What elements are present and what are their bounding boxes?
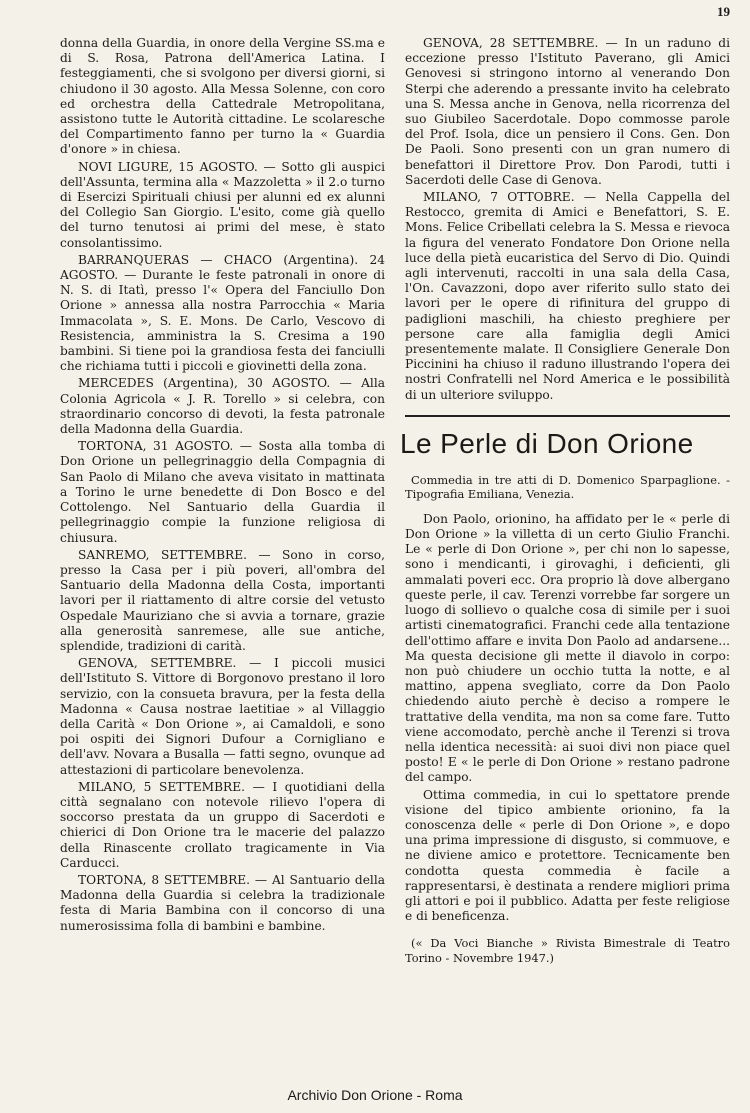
article-paragraph: Ottima commedia, in cui lo spettatore prende visione del tipico ambiente orionino, fa la conoscenza delle « perle di Don Orione », e dopo una prima impressione di disgusto, si commuove, e ne diviene amico e protettore. Tecnicamente ben condotta questa commedia è facile a rappresentarsi, è destinata a rendere migliori prima gli attori e poi il pubblico. Adatta per feste religiose e di beneficenza. [405, 787, 730, 924]
news-item: donna della Guardia, in onore della Vergine SS.ma e di S. Rosa, Patrona dell'America Latina. I festeggiamenti, che si svolgono per diversi giorni, si chiudono il 30 agosto. Alla Messa Solenne, con coro ed orchestra della Cattedrale Metropolitana, assistono tutte le Autorità cittadine. Le scolaresche del Compartimento fanno per turno la « Guardia d'onore » in chiesa. [60, 36, 385, 157]
news-item: MILANO, 5 SETTEMBRE. — I quotidiani della città segnalano con notevole rilievo l'opera di soccorso prestata da un gruppo di Sacerdoti e chierici di Don Orione tra le macerie del palazzo della Rinascente crollato tragicamente in Via Carducci. [60, 779, 385, 870]
article-subtitle: Commedia in tre atti di D. Domenico Sparpaglione. - Tipografia Emiliana, Venezia. [405, 472, 730, 502]
article-title: Le Perle di Don Orione [400, 427, 694, 459]
article-source: (« Da Voci Bianche » Rivista Bimestrale di Teatro Torino - Novembre 1947.) [405, 936, 730, 965]
archive-footer: Archivio Don Orione - Roma [287, 1087, 463, 1103]
article-paragraph: Don Paolo, orionino, ha affidato per le « perle di Don Orione » la villetta di un certo Giulio Franchi. Le « perle di Don Orione », per chi non lo sapesse, sono i mendicanti, i girovaghi, i deficienti, gli ammalati poveri ecc. Ora proprio là dove albergano queste perle, il cav. Terenzi vorrebbe far sorgere un luogo di sollievo o qualche cosa di simile per i suoi artisti cinematografici. Franchi cede alla tentazione dell'ottimo affare e invita Don Paolo ad andarsene... Ma questa decisione gli mette il diavolo in corpo: non può chiudere un occhio tutta la notte, e al mattino, appena svegliato, corre da Don Paolo chiedendo aiuto perchè è deciso a rompere le trattative della vendita, ma non sa come fare. Tutto viene accomodato, perchè anche il Terenzi si trova nella identica necessità: ai suoi divi non piace quel posto! E « le perle di Don Orione » restano padrone del campo. [405, 511, 730, 785]
page-number: 19 [717, 4, 730, 19]
news-item: GENOVA, SETTEMBRE. — I piccoli musici dell'Istituto S. Vittore di Borgonovo prestano il loro servizio, con la consueta bravura, per la festa della Madonna « Causa nostrae laetitiae » al Villaggio della Carità « Don Orione », ai Camaldoli, e sono poi ospiti dei Signori Dufour a Cornigliano e dell'avv. Novara a Busalla — fatti segno, ovunque ad attestazioni di particolare benevolenza. [60, 656, 385, 777]
news-item: SANREMO, SETTEMBRE. — Sono in corso, presso la Casa per i più poveri, all'ombra del Santuario della Madonna della Costa, importanti lavori per il riattamento di altre corsie del vetusto Ospedale Mauriziano che si avvia a tornare, grazie alla generosità sanremese, alle sue antiche, splendide, tradizioni di carità. [60, 547, 385, 653]
news-item: BARRANQUERAS — CHACO (Argentina). 24 AGOSTO. — Durante le feste patronali in onore di N. S. di Itatì, presso l'« Opera del Fanciullo Don Orione » annessa alla nostra Parrocchia « Maria Immacolata », S. E. Mons. De Carlo, Vescovo di Resistencia, amministra la S. Cresima a 190 bambini. Si tiene poi la grandiosa festa dei fanciulli che richiama tutti i piccoli e giovinetti della zona. [60, 252, 385, 374]
right-column [400, 36, 730, 965]
section-divider [405, 415, 730, 417]
news-item: MERCEDES (Argentina), 30 AGOSTO. — Alla Colonia Agricola « J. R. Torello » si celebra, con straordinario concorso di devoti, la festa patronale della Madonna della Guardia. [60, 376, 385, 437]
news-item: NOVI LIGURE, 15 AGOSTO. — Sotto gli auspici dell'Assunta, termina alla « Mazzoletta » il 2.o turno di Esercizi Spirituali chiusi per alunni ed ex alunni del Collegio San Giorgio. L'esito, come già quello del turno tenutosi ai primi del mese, è stato consolantissimo. [60, 159, 385, 250]
news-item: TORTONA, 8 SETTEMBRE. — Al Santuario della Madonna della Guardia si celebra la tradizionale festa di Maria Bambina con il concorso di una numerosissima folla di bambini e bambine. [60, 872, 385, 933]
news-item: TORTONA, 31 AGOSTO. — Sosta alla tomba di Don Orione un pellegrinaggio della Compagnia di San Paolo di Milano che aveva visitato in mattinata a Torino le urne benedette di Don Bosco e del Cottolengo. Nel Santuario della Guardia il pellegrinaggio compie la funzione religiosa di chiusura. [60, 439, 385, 545]
left-column [60, 36, 385, 936]
news-item: GENOVA, 28 SETTEMBRE. — In un raduno di eccezione presso l'Istituto Paverano, gli Amici Genovesi si stringono intorno al venerando Don Sterpi che aderendo a pressante invito ha celebrato una S. Messa anche in Genova, nella ricorrenza del suo Giubileo Sacerdotale. Dopo commosse parole del Prof. Isola, dice un pensiero il Cons. Gen. Don De Paoli. Sono presenti con un gran numero di benefattori il Direttore Prov. Don Parodi, tutti i Sacerdoti delle Case di Genova. [405, 36, 730, 187]
news-item: MILANO, 7 OTTOBRE. — Nella Cappella del Restocco, gremita di Amici e Benefattori, S. E. Mons. Felice Cribellati celebra la S. Messa e rievoca la figura del venerato Fondatore Don Orione nella luce della pietà eucaristica del Servo di Dio. Quindi agli intervenuti, raccolti in una sala della Casa, l'On. Cavazzoni, dopo aver riferito sullo stato dei lavori per le opere di rifinitura del gruppo di padiglioni maschili, ha chiesto preghiere per persone care alla famiglia degli Amici presentemente malate. Il Consigliere Generale Don Piccinini ha chiuso il raduno illustrando l'opera dei nostri Confratelli nel Nord America e le possibilità di un ulteriore sviluppo. [405, 190, 730, 402]
